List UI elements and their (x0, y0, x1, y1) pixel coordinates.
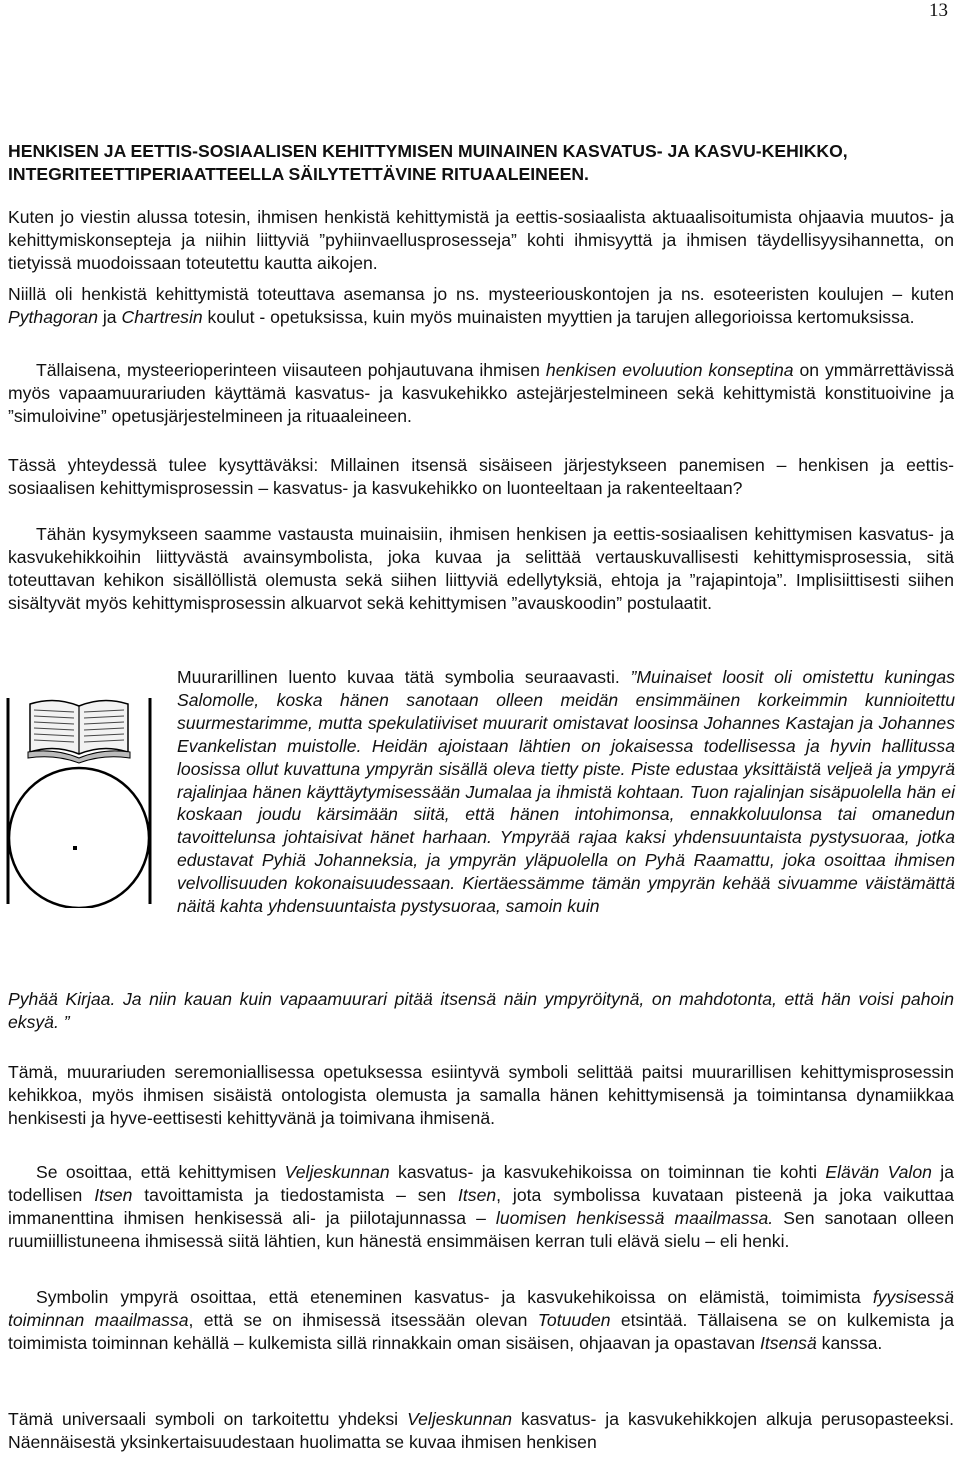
point-icon (73, 846, 77, 850)
paragraph-2: Niillä oli henkistä kehittymistä toteuttava asemansa jo ns. mysteeriouskontojen ja ns. esoteeristen koulujen – kuten Pythagoran ja Chartresin koulut - opetuksissa, kuin myös muinaisten myyttien ja tarujen allegorioissa kertomuksissa. (8, 284, 954, 327)
paragraph-9: Tämä universaali symboli on tarkoitettu yhdeksi Veljeskunnan kasvatus- ja kasvukehikkojen alkuja perusopasteeksi. Näennäisestä yksinkertaisuudestaan huolimatta se kuvaa ihmisen henkisen (8, 1409, 954, 1452)
holy-bible-icon (28, 700, 130, 763)
quote-block: Muurarillinen luento kuvaa tätä symbolia seuraavasti. ”Muinaiset loosit oli omistettu kuningas Salomolle, koska hänen sanotaan olleen meidän ensimmäinen korkeimmin kunnioitettu suurmestarimme, mutta spekulatiiviset muurarit omistavat loosinsa Johannes Kastajan ja Johannes Evankelistan muistolle. Heidän ajoistaan lähtien on jokaisessa todellisessa ja hyvin hallitussa loosissa ollut kuvattuna ympyrän sisällä oleva tietty piste. Piste edustaa yksittäistä veljeä ja ympyrä rajalinjaa hänen käyttäytymisessään Jumalaa ja ihmistä kohtaan. Tuon rajalinjan sisäpuolella hän ei koskaan joudu kärsimään siitä, että hänen intohimonsa, ennakkoluulonsa tai omanedun tavoittelunsa johtaisivat hänet harhaan. Ympyrää rajaa kaksi yhdensuuntaista pystysuoraa, jotka edustavat Pyhiä Johanneksia, ja ympyrän yläpuolella on Pyhä Raamattu, joka osoittaa ihmisen velvollisuuden kokonaisuudessaan. Kiertäessämme tämän ympyrän kehää sivuamme väistämättä näitä kahta yhdensuuntaista pystysuoraa, samoin kuin (177, 667, 955, 917)
section-title: HENKISEN JA EETTIS-SOSIAALISEN KEHITTYMISEN MUINAINEN KASVATUS- JA KASVU-KEHIKKO, INTEGRITEETTIPERIAATTEELLA SÄILYTETTÄVINE RITUAALEINEEN. (8, 141, 848, 184)
quote-continuation: Pyhää Kirjaa. Ja niin kauan kuin vapaamuurari pitää itsensä näin ympyröitynä, on mahdotonta, että hän voisi pahoin eksyä. ” (8, 989, 954, 1032)
paragraph-7: Se osoittaa, että kehittymisen Veljeskunnan kasvatus- ja kasvukehikoissa on toiminnan tie kohti Elävän Valon ja todellisen Itsen tavoittamista ja tiedostamista – sen Itsen, jota symbolissa kuvataan pisteenä ja joka vaikuttaa immanenttina ihmisen henkisessä ali- ja piilotajunnassa – luomisen henkisessä maailmassa. Sen sanotaan olleen ruumiillistuneena ihmisessä siitä lähtien, kun hänestä ensimmäisen kerran tuli elävä sielu – eli henki. (8, 1162, 954, 1251)
paragraph-4: Tässä yhteydessä tulee kysyttäväksi: Millainen itsensä sisäiseen järjestykseen panemisen – henkisen ja eettis-sosiaalisen kehittymisprosessin – kasvatus- ja kasvukehikko on luonteeltaan ja rakenteeltaan? (8, 455, 954, 498)
paragraph-6: Tämä, muurariuden seremoniallisessa opetuksessa esiintyvä symboli selittää paitsi muurarillisen kehittymisprosessin kehikkoa, myös ihmisen sisäistä ontologista olemusta ja samalla hänen kehittymisensä ja toimintansa dynamiikkaa henkisesti ja hyve-eettisesti kehittyvänä ja toimivana ihmisenä. (8, 1062, 954, 1128)
paragraph-8: Symbolin ympyrä osoittaa, että eteneminen kasvatus- ja kasvukehikoissa on elämistä, toimimista fyysisessä toiminnan maailmassa, että se on ihmisessä itsessään olevan Totuuden etsintää. Tällaisena se on kulkemista ja toimimista toiminnan kehällä – kulkemista sillä rinnakkain oman sisäisen, ohjaavan ja opastavan Itsensä kanssa. (8, 1287, 954, 1353)
point-within-circle-figure (0, 668, 172, 908)
circle-icon (9, 768, 149, 908)
page-number: 13 (929, 0, 948, 21)
paragraph-1: Kuten jo viestin alussa totesin, ihmisen henkistä kehittymistä ja eettis-sosiaalista aktuaalisoitumista ohjaavia muutos- ja kehittymiskonsepteja ja niihin liittyviä ”pyhiinvaellusprosesseja” kohti ihmisyyttä ja ihmisen täydellisyysihannetta, on tietyissä muodoissaan toteutettu kautta aikojen. (8, 207, 954, 273)
paragraph-5: Tähän kysymykseen saamme vastausta muinaisiin, ihmisen henkisen ja eettis-sosiaalisen kehittymisen kasvatus- ja kasvukehikkoihin liittyvästä avainsymbolista, joka kuvaa ja selittää vertauskuvallisesti kehittymisprosessia, sitä toteuttavan kehikon sisällöllistä olemusta sekä siihen liittyviä edellytyksiä, ehtoja ja ”rajapintoja”. Implisiittisesti siihen sisältyvät myös kehittymisprosessin alkuarvot sekä kehittymisen ”avauskoodin” postulaatit. (8, 524, 954, 613)
paragraph-3: Tällaisena, mysteerioperinteen viisauteen pohjautuvana ihmisen henkisen evoluution konseptina on ymmärrettävissä myös vapaamuurariuden käyttämä kasvatus- ja kasvukehikko astejärjestelmineen sekä kehittymistä konstituoivine ja ”simuloivine” opetusjärjestelmineen ja rituaaleineen. (8, 360, 955, 426)
